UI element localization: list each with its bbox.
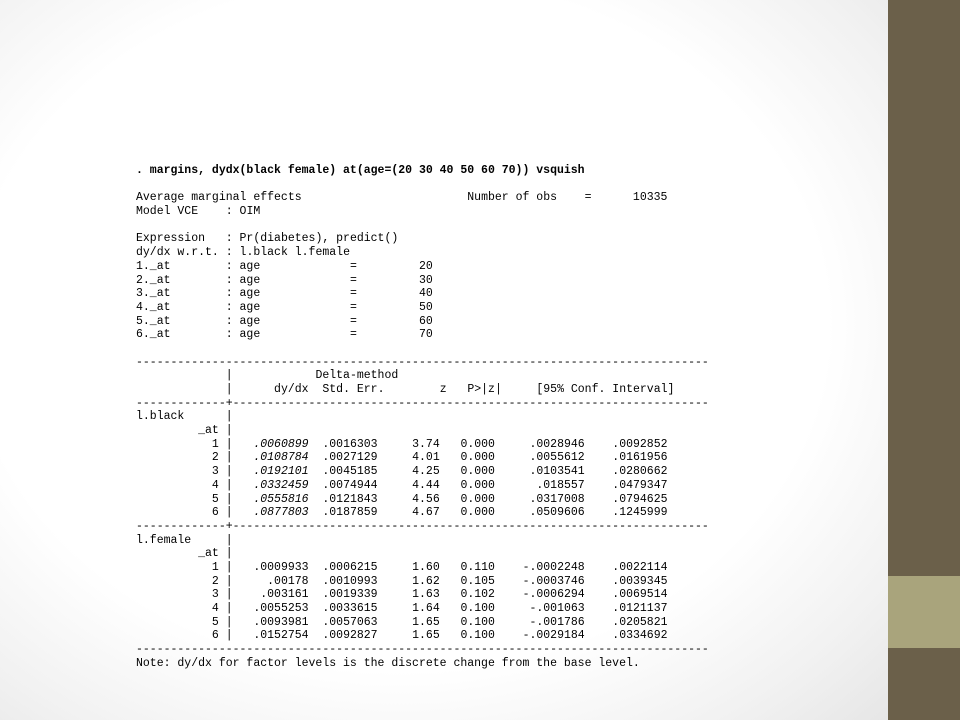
- row-ci-low: -.001786: [529, 615, 585, 629]
- section-name: l.female: [136, 533, 192, 547]
- row-dydx: .0060899: [253, 437, 309, 451]
- table-row: 2 | .0108784 .0027129 4.01 0.000 .0055612 .0161956: [211, 451, 668, 465]
- row-p: 0.000: [460, 506, 495, 520]
- row-se: .0057063: [322, 615, 378, 629]
- dydx-wrt-line: dy/dx w.r.t. : l.black l.female: [136, 246, 350, 260]
- row-p: 0.000: [460, 451, 495, 465]
- row-at: 3: [211, 588, 219, 602]
- row-se: .0027129: [322, 451, 378, 465]
- row-p: 0.100: [460, 629, 495, 643]
- row-ci-high: .0039345: [612, 574, 668, 588]
- row-ci-low: -.0002248: [522, 560, 585, 574]
- row-at: 4: [211, 478, 219, 492]
- row-ci-high: .0161956: [612, 451, 668, 465]
- row-at: 2: [211, 451, 219, 465]
- row-ci-low: .0055612: [529, 451, 585, 465]
- expression-value: Pr(diabetes), predict(): [239, 232, 399, 246]
- row-at: 6: [211, 506, 219, 520]
- at-value: 30: [418, 273, 433, 287]
- at-row: 6._at : age = 70: [136, 328, 433, 342]
- row-dydx: .00178: [267, 574, 309, 588]
- table-row: 6 | .0877803 .0187859 4.67 0.000 .0509606 .1245999: [211, 506, 668, 520]
- nobs-label: Number of obs: [467, 191, 557, 205]
- nobs-value: 10335: [632, 191, 668, 205]
- section-sub: _at: [198, 424, 219, 438]
- blank-line: [136, 178, 709, 192]
- section-name: l.black: [136, 410, 185, 424]
- row-ci-high: .0069514: [612, 588, 668, 602]
- row-dydx: .0108784: [253, 451, 309, 465]
- table-header-group: | Delta-method: [136, 369, 399, 383]
- header-title: Average marginal effects: [136, 191, 302, 205]
- row-p: 0.000: [460, 492, 495, 506]
- model-vce-line: Model VCE : OIM: [136, 205, 261, 219]
- row-ci-high: .0121137: [612, 602, 668, 615]
- at-row: 2._at : age = 30: [136, 273, 433, 287]
- row-p: 0.110: [460, 560, 495, 574]
- row-at: 5: [211, 492, 219, 506]
- row-at: 2: [211, 574, 219, 588]
- row-dydx: .0877803: [253, 506, 309, 520]
- command-line: [136, 164, 709, 178]
- row-se: .0033615: [322, 602, 378, 615]
- table-rule: -------------+---------------------------------------------------------------------: [136, 396, 709, 410]
- row-z: 3.74: [412, 437, 440, 451]
- table-rule: -------------+---------------------------------------------------------------------: [136, 519, 709, 533]
- table-row: 3 | .003161 .0019339 1.63 0.102 -.0006294 .0069514: [211, 588, 668, 602]
- at-label: 3._at: [136, 287, 171, 301]
- row-se: .0121843: [322, 492, 378, 506]
- row-z: 1.62: [412, 574, 440, 588]
- dydx-wrt-value: l.black l.female: [239, 246, 350, 260]
- table-row: 4 | .0332459 .0074944 4.44 0.000 .018557 .0479347: [211, 478, 668, 492]
- command-text: . margins, dydx(black female) at(age=(20 30 40 50 60 70)) vsquish: [136, 164, 585, 177]
- column-header: z: [439, 383, 447, 396]
- table-row: 5 | .0555816 .0121843 4.56 0.000 .0317008 .0794625: [211, 492, 668, 506]
- stata-output: [136, 164, 709, 670]
- row-se: .0187859: [322, 506, 378, 520]
- section-name-line: l.female |: [136, 533, 233, 547]
- row-ci-low: -.0003746: [522, 574, 585, 588]
- at-row: 1._at : age = 20: [136, 259, 433, 273]
- at-label: 4._at: [136, 300, 171, 314]
- footnote: Note: dy/dx for factor levels is the discrete change from the base level.: [136, 656, 640, 670]
- row-se: .0010993: [322, 574, 378, 588]
- row-p: 0.000: [460, 465, 495, 479]
- dydx-wrt-label: dy/dx w.r.t.: [136, 246, 219, 260]
- expression-line: Expression : Pr(diabetes), predict(): [136, 232, 399, 246]
- row-ci-low: .0509606: [529, 506, 585, 520]
- row-dydx: .0192101: [253, 465, 309, 479]
- section-sub-line: _at |: [198, 424, 233, 438]
- note-line: [136, 657, 709, 671]
- table-row: 5 | .0093981 .0057063 1.65 0.100 -.001786 .0205821: [211, 615, 668, 629]
- delta-method-header: Delta-method: [315, 369, 399, 383]
- row-se: .0092827: [322, 629, 378, 643]
- table-rule: -----------------------------------------------------------------------------------: [136, 643, 709, 657]
- table-row: 1 | .0060899 .0016303 3.74 0.000 .0028946 .0092852: [211, 437, 668, 451]
- row-z: 1.60: [412, 560, 440, 574]
- at-value: 60: [418, 314, 433, 328]
- table-row: 1 | .0009933 .0006215 1.60 0.110 -.0002248 .0022114: [211, 560, 668, 574]
- at-var: age: [239, 328, 261, 342]
- model-vce-label: Model VCE: [136, 205, 199, 219]
- model-vce-value: OIM: [239, 205, 261, 219]
- at-label: 2._at: [136, 273, 171, 287]
- row-p: 0.102: [460, 588, 495, 602]
- row-dydx: .0093981: [253, 615, 309, 629]
- row-z: 1.65: [412, 615, 440, 629]
- row-dydx: .0332459: [253, 478, 309, 492]
- row-se: .0016303: [322, 437, 378, 451]
- row-p: 0.000: [460, 437, 495, 451]
- header-title-line: Average marginal effects Number of obs = 10335: [136, 191, 668, 205]
- row-ci-low: .018557: [536, 478, 585, 492]
- row-at: 6: [211, 629, 219, 643]
- at-var: age: [239, 259, 261, 273]
- row-dydx: .003161: [260, 588, 309, 602]
- side-accent-block: [888, 576, 960, 648]
- section-name-line: l.black |: [136, 410, 233, 424]
- row-ci-low: -.0006294: [522, 588, 585, 602]
- row-z: 1.65: [412, 629, 440, 643]
- table-row: 6 | .0152754 .0092827 1.65 0.100 -.0029184 .0334692: [211, 629, 668, 643]
- column-header: dy/dx: [274, 383, 309, 396]
- row-se: .0074944: [322, 478, 378, 492]
- at-row: 4._at : age = 50: [136, 300, 433, 314]
- at-var: age: [239, 300, 261, 314]
- row-ci-high: .1245999: [612, 506, 668, 520]
- blank-line: [136, 342, 709, 356]
- table-row: 2 | .00178 .0010993 1.62 0.105 -.0003746 .0039345: [211, 574, 668, 588]
- section-sub: _at: [198, 547, 219, 561]
- at-row: 3._at : age = 40: [136, 287, 433, 301]
- at-label: 6._at: [136, 328, 171, 342]
- at-var: age: [239, 287, 261, 301]
- row-z: 4.25: [412, 465, 440, 479]
- row-ci-low: -.001063: [529, 602, 585, 615]
- row-at: 1: [211, 437, 219, 451]
- table-row: 4 | .0055253 .0033615 1.64 0.100 -.001063 .0121137: [211, 602, 668, 615]
- row-ci-high: .0280662: [612, 465, 668, 479]
- row-at: 1: [211, 560, 219, 574]
- row-ci-low: .0103541: [529, 465, 585, 479]
- at-value: 20: [418, 259, 433, 273]
- at-var: age: [239, 273, 261, 287]
- row-z: 4.67: [412, 506, 440, 520]
- row-p: 0.105: [460, 574, 495, 588]
- at-row: 5._at : age = 60: [136, 314, 433, 328]
- row-at: 3: [211, 465, 219, 479]
- row-z: 1.63: [412, 588, 440, 602]
- row-ci-high: .0334692: [612, 629, 668, 643]
- row-z: 1.64: [412, 602, 440, 615]
- row-dydx: .0152754: [253, 629, 309, 643]
- table-header-columns: | dy/dx Std. Err. z P>|z| [95% Conf. Interval]: [136, 383, 675, 396]
- section-sub-line: _at |: [198, 547, 233, 561]
- row-dydx: .0555816: [253, 492, 309, 506]
- row-ci-high: .0205821: [612, 615, 668, 629]
- row-z: 4.44: [412, 478, 440, 492]
- at-label: 1._at: [136, 259, 171, 273]
- at-value: 50: [418, 300, 433, 314]
- blank-line: [136, 219, 709, 233]
- row-at: 4: [211, 602, 219, 615]
- row-dydx: .0009933: [253, 560, 309, 574]
- row-se: .0045185: [322, 465, 378, 479]
- column-header: [95% Conf. Interval]: [536, 383, 675, 396]
- row-z: 4.01: [412, 451, 440, 465]
- at-value: 40: [418, 287, 433, 301]
- row-se: .0019339: [322, 588, 378, 602]
- row-at: 5: [211, 615, 219, 629]
- row-ci-high: .0022114: [612, 560, 668, 574]
- row-ci-low: .0028946: [529, 437, 585, 451]
- column-header: Std. Err.: [322, 383, 385, 396]
- row-ci-low: .0317008: [529, 492, 585, 506]
- row-se: .0006215: [322, 560, 378, 574]
- at-label: 5._at: [136, 314, 171, 328]
- row-z: 4.56: [412, 492, 440, 506]
- at-var: age: [239, 314, 261, 328]
- row-ci-high: .0794625: [612, 492, 668, 506]
- row-dydx: .0055253: [253, 602, 309, 615]
- table-rule: -----------------------------------------------------------------------------------: [136, 355, 709, 369]
- row-ci-high: .0479347: [612, 478, 668, 492]
- row-ci-high: .0092852: [612, 437, 668, 451]
- row-p: 0.100: [460, 602, 495, 615]
- expression-label: Expression: [136, 232, 206, 246]
- column-header: P>|z|: [467, 383, 502, 396]
- at-value: 70: [418, 328, 433, 342]
- table-row: 3 | .0192101 .0045185 4.25 0.000 .0103541 .0280662: [211, 465, 668, 479]
- row-ci-low: -.0029184: [522, 629, 585, 643]
- row-p: 0.100: [460, 615, 495, 629]
- row-p: 0.000: [460, 478, 495, 492]
